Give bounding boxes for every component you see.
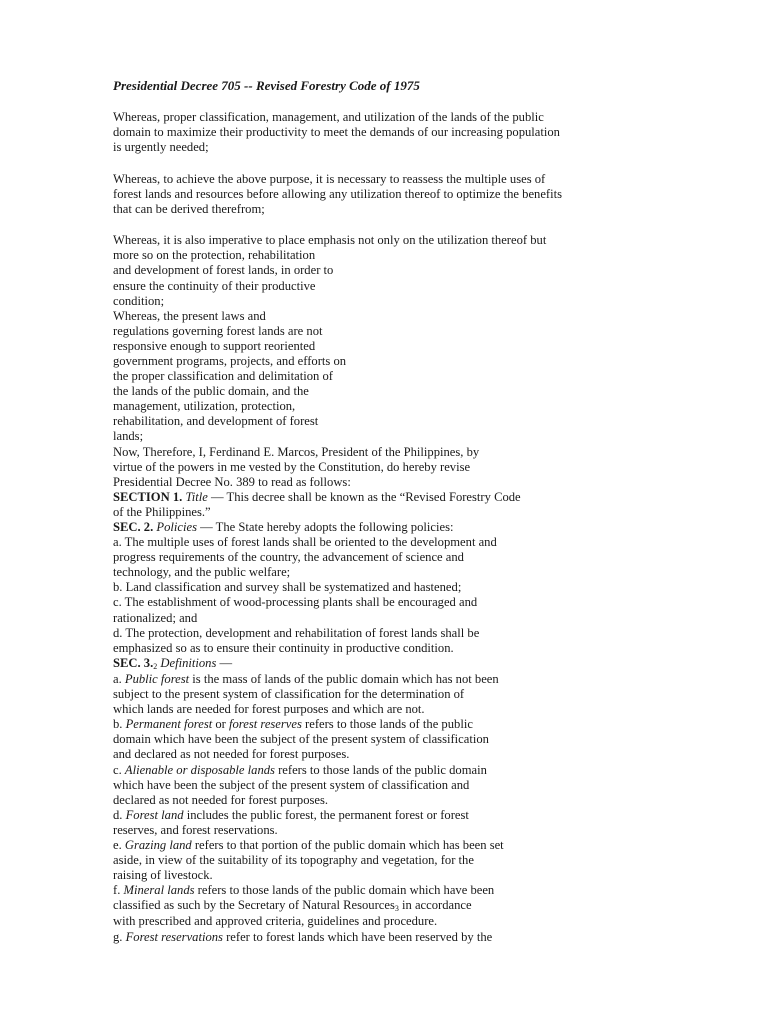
text-line: b. Land classification and survey shall be systematized and hastened; [113,580,462,595]
text-line: of the Philippines.” [113,504,211,519]
definition-prefix: a. [113,671,125,686]
text-line: management, utilization, protection, [113,399,296,414]
text-line: reserves, and forest reservations. [113,822,278,837]
definition-term: Forest land [125,807,184,822]
text-line: responsive enough to support reoriented [113,338,316,353]
section-term: Definitions [160,655,217,670]
text-line: rehabilitation, and development of forest [113,414,319,429]
text-line: which have been the subject of the present system of classification and [113,777,470,792]
text-line: Now, Therefore, I, Ferdinand E. Marcos, President of the Philippines, by [113,444,480,459]
text-line: virtue of the powers in me vested by the Constitution, do hereby revise [113,459,471,474]
definition-text: refers to those lands of the public [301,717,473,732]
text-line: c. The establishment of wood-processing plants shall be encouraged and [113,595,478,610]
text-line: and development of forest lands, in order to [113,263,334,278]
whereas-paragraph-1 [113,110,673,156]
text-line: government programs, projects, and efforts on [113,353,347,368]
definition-f [113,883,673,898]
text-line [113,898,673,914]
text-line: condition; [113,293,165,308]
section-2-heading [113,520,673,535]
section-text: — This decree shall be known as the “Revised Forestry Code [207,489,521,504]
definition-d [113,808,673,823]
text-line: rationalized; and [113,610,198,625]
text-line: technology, and the public welfare; [113,565,291,580]
section-label: SEC. 2. [113,520,154,534]
text-line: Whereas, it is also imperative to place emphasis not only on the utilization thereof but [113,233,547,248]
definition-term: Alienable or disposable lands [124,762,275,777]
text-line: Presidential Decree No. 389 to read as follows: [113,474,351,489]
definition-prefix: e. [113,837,125,852]
definition-text: refers to that portion of the public domain which has been set [191,837,504,852]
definition-term: Grazing land [124,837,192,852]
footnote-marker: 2 [153,661,158,671]
definition-prefix: b. [113,717,126,732]
text-line: progress requirements of the country, the advancement of science and [113,550,464,565]
document-title: Presidential Decree 705 -- Revised Forestry Code of 1975 [113,78,420,93]
text-line: regulations governing forest lands are not [113,323,323,338]
definition-a [113,672,673,687]
definition-term: Public forest [124,671,190,686]
footnote-marker: 3 [394,904,399,914]
definition-text: refers to those lands of the public domain which have been [194,883,495,898]
text-line: emphasized so as to ensure their continuity in productive condition. [113,640,454,655]
text-line: forest lands and resources before allowing any utilization thereof to optimize the benefits [113,186,563,201]
document-body [113,233,673,944]
definition-e [113,838,673,853]
definition-prefix: c. [113,762,125,777]
text-line: which lands are needed for forest purposes and which are not. [113,702,425,717]
definition-prefix: f. [113,883,124,898]
section-label: SEC. 3. [113,655,154,670]
section-text: — [216,655,233,670]
text-fragment: classified as such by the Secretary of Natural Resources [113,898,395,913]
definition-text: is the mass of lands of the public domain which has not been [189,671,499,686]
text-line: Whereas, proper classification, management, and utilization of the lands of the public [113,110,544,124]
definition-joiner: or [212,717,230,732]
definition-g [113,930,673,945]
section-term: Policies [156,520,197,534]
text-line: subject to the present system of classification for the determination of [113,687,465,702]
definition-term: Permanent forest [125,717,213,732]
text-line: the proper classification and delimitation of [113,369,333,384]
definition-term: forest reserves [229,717,302,732]
text-line: lands; [113,429,144,444]
section-3-heading [113,656,673,672]
text-line: Whereas, to achieve the above purpose, it is necessary to reassess the multiple uses of [113,171,546,186]
text-line: declared as not needed for forest purposes. [113,792,329,807]
definition-b [113,717,673,732]
text-line: aside, in view of the suitability of its topography and vegetation, for the [113,853,474,868]
text-line: the lands of the public domain, and the [113,384,309,399]
definition-term: Mineral lands [123,883,195,898]
definition-text: refers to those lands of the public domain [274,762,487,777]
document-page [113,78,673,945]
section-text: — The State hereby adopts the following policies: [196,520,454,534]
definition-text: includes the public forest, the permanent forest or forest [183,807,469,822]
text-line: domain to maximize their productivity to meet the demands of our increasing population [113,125,560,140]
definition-prefix: g. [113,929,126,944]
text-fragment: in accordance [398,898,472,913]
definition-text: refer to forest lands which have been reserved by the [222,929,493,944]
section-1-heading [113,490,673,505]
text-line: is urgently needed; [113,140,209,155]
text-line: that can be derived therefrom; [113,202,265,217]
definition-prefix: d. [113,807,126,822]
text-line: with prescribed and approved criteria, guidelines and procedure. [113,914,438,929]
section-label: SECTION 1. [113,489,183,504]
text-line: domain which have been the subject of the present system of classification [113,732,489,747]
text-line: Whereas, the present laws and [113,308,266,323]
whereas-paragraph-2 [113,172,673,218]
section-term: Title [185,489,208,504]
definition-c [113,763,673,778]
text-line: and declared as not needed for forest purposes. [113,747,350,762]
text-line: more so on the protection, rehabilitation [113,248,316,263]
text-line: ensure the continuity of their productive [113,278,316,293]
text-line: raising of livestock. [113,868,213,883]
text-line: d. The protection, development and rehabilitation of forest lands shall be [113,625,480,640]
definition-term: Forest reservations [125,929,223,944]
text-line: a. The multiple uses of forest lands shall be oriented to the development and [113,535,497,550]
